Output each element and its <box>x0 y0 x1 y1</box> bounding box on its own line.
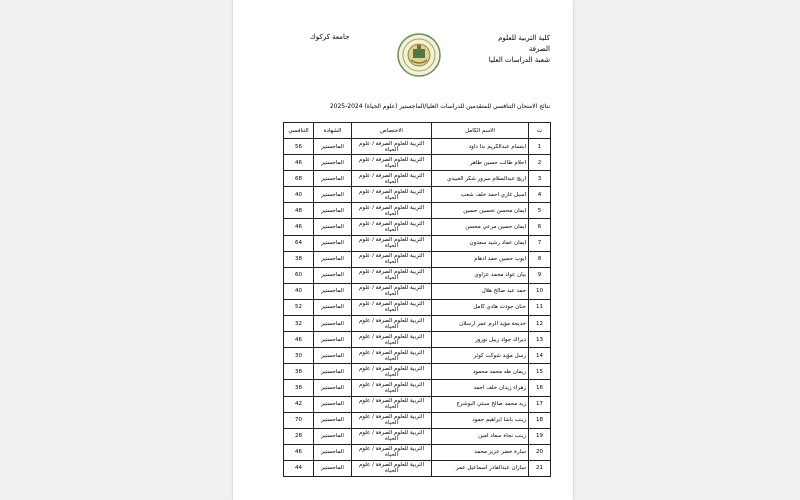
student-name: اريج عبدالسلام سرور شكر العبيدي <box>432 171 529 187</box>
student-name: ايمان عماد رشيد سعدون <box>432 235 529 251</box>
degree: الماجستير <box>314 251 352 267</box>
degree: الماجستير <box>314 364 352 380</box>
specialization: التربية للعلوم الصرفة / علوم الحياة <box>352 203 432 219</box>
degree: الماجستير <box>314 283 352 299</box>
degree: الماجستير <box>314 348 352 364</box>
student-name: ريمان طه محمد محمود <box>432 364 529 380</box>
specialization: التربية للعلوم الصرفة / علوم الحياة <box>352 444 432 460</box>
table-row <box>284 364 551 380</box>
degree: الماجستير <box>314 316 352 332</box>
col-header-specialization: الاختصاص <box>352 123 432 139</box>
specialization: التربية للعلوم الصرفة / علوم الحياة <box>352 251 432 267</box>
degree: الماجستير <box>314 412 352 428</box>
table-row <box>284 187 551 203</box>
row-number: 5 <box>529 203 551 219</box>
row-number: 1 <box>529 139 551 155</box>
degree: الماجستير <box>314 171 352 187</box>
score: 64 <box>284 235 314 251</box>
student-name: زينب باشا ابراهيم حمود <box>432 412 529 428</box>
row-number: 21 <box>529 460 551 476</box>
degree: الماجستير <box>314 332 352 348</box>
degree: الماجستير <box>314 460 352 476</box>
specialization: التربية للعلوم الصرفة / علوم الحياة <box>352 364 432 380</box>
degree: الماجستير <box>314 187 352 203</box>
student-name: ابتسام عبدالكريم ندا داود <box>432 139 529 155</box>
specialization: التربية للعلوم الصرفة / علوم الحياة <box>352 219 432 235</box>
specialization: التربية للعلوم الصرفة / علوم الحياة <box>352 460 432 476</box>
degree: الماجستير <box>314 380 352 396</box>
score: 42 <box>284 396 314 412</box>
table-header-row <box>284 123 551 139</box>
table-row <box>284 251 551 267</box>
student-name: ديراك جواد زبيل نوروز <box>432 332 529 348</box>
score: 46 <box>284 332 314 348</box>
table-row <box>284 139 551 155</box>
row-number: 19 <box>529 428 551 444</box>
row-number: 13 <box>529 332 551 348</box>
specialization: التربية للعلوم الصرفة / علوم الحياة <box>352 155 432 171</box>
specialization: التربية للعلوم الصرفة / علوم الحياة <box>352 267 432 283</box>
table-row <box>284 444 551 460</box>
row-number: 3 <box>529 171 551 187</box>
specialization: التربية للعلوم الصرفة / علوم الحياة <box>352 235 432 251</box>
score: 38 <box>284 251 314 267</box>
student-name: سازان عبدالقادر اسماعيل عمر <box>432 460 529 476</box>
row-number: 16 <box>529 380 551 396</box>
table-row <box>284 171 551 187</box>
table-row <box>284 155 551 171</box>
student-name: حنان جودت هادي كامل <box>432 299 529 315</box>
row-number: 14 <box>529 348 551 364</box>
score: 40 <box>284 187 314 203</box>
specialization: التربية للعلوم الصرفة / علوم الحياة <box>352 316 432 332</box>
table-row <box>284 460 551 476</box>
score: 44 <box>284 460 314 476</box>
score: 46 <box>284 155 314 171</box>
degree: الماجستير <box>314 235 352 251</box>
document-title: نتائج الامتحان التنافسي للمتقدمين للدراسات العليا/الماجستير (علوم الحياة) 2024-2025 <box>329 103 550 110</box>
specialization: التربية للعلوم الصرفة / علوم الحياة <box>352 283 432 299</box>
score: 46 <box>284 444 314 460</box>
table-row <box>284 348 551 364</box>
specialization: التربية للعلوم الصرفة / علوم الحياة <box>352 139 432 155</box>
score: 40 <box>284 283 314 299</box>
row-number: 9 <box>529 267 551 283</box>
col-header-num: ت <box>529 123 551 139</box>
score: 30 <box>284 348 314 364</box>
results-table <box>283 122 551 477</box>
score: 68 <box>284 171 314 187</box>
table-row <box>284 283 551 299</box>
specialization: التربية للعلوم الصرفة / علوم الحياة <box>352 171 432 187</box>
score: 38 <box>284 380 314 396</box>
specialization: التربية للعلوم الصرفة / علوم الحياة <box>352 396 432 412</box>
table-row <box>284 203 551 219</box>
degree: الماجستير <box>314 155 352 171</box>
college-name: كلية التربية للعلوم الصرفة <box>498 34 550 53</box>
student-name: ايمان حسين مرعي محسن <box>432 219 529 235</box>
student-name: زهراء زيدان خلف احمد <box>432 380 529 396</box>
row-number: 4 <box>529 187 551 203</box>
college-header <box>484 33 550 66</box>
table-row <box>284 299 551 315</box>
row-number: 6 <box>529 219 551 235</box>
row-number: 8 <box>529 251 551 267</box>
student-name: اسيل غازي احمد خلف شعب <box>432 187 529 203</box>
university-name: جامعة كركوك <box>310 33 350 41</box>
table-row <box>284 332 551 348</box>
student-name: بيان عواد محمد عزاوي <box>432 267 529 283</box>
degree: الماجستير <box>314 219 352 235</box>
score: 52 <box>284 299 314 315</box>
score: 28 <box>284 428 314 444</box>
student-name: زيد محمد صالح سبتي البوشرج <box>432 396 529 412</box>
table-row <box>284 235 551 251</box>
specialization: التربية للعلوم الصرفة / علوم الحياة <box>352 187 432 203</box>
row-number: 20 <box>529 444 551 460</box>
university-logo-icon <box>397 33 441 77</box>
col-header-degree: الشهادة <box>314 123 352 139</box>
score: 70 <box>284 412 314 428</box>
student-name: سارة خضر عزيز محمد <box>432 444 529 460</box>
score: 38 <box>284 364 314 380</box>
specialization: التربية للعلوم الصرفة / علوم الحياة <box>352 380 432 396</box>
col-header-name: الاسم الكامل <box>432 123 529 139</box>
degree: الماجستير <box>314 396 352 412</box>
specialization: التربية للعلوم الصرفة / علوم الحياة <box>352 428 432 444</box>
row-number: 12 <box>529 316 551 332</box>
row-number: 15 <box>529 364 551 380</box>
score: 56 <box>284 139 314 155</box>
row-number: 7 <box>529 235 551 251</box>
student-name: ايوب حسين حمد ادهام <box>432 251 529 267</box>
table-body <box>284 139 551 477</box>
degree: الماجستير <box>314 139 352 155</box>
table-row <box>284 428 551 444</box>
table-row <box>284 396 551 412</box>
student-name: خديجة مؤيد الرم عمر ارسلان <box>432 316 529 332</box>
row-number: 10 <box>529 283 551 299</box>
specialization: التربية للعلوم الصرفة / علوم الحياة <box>352 332 432 348</box>
student-name: رسل مؤيد شوكت كوثر <box>432 348 529 364</box>
row-number: 18 <box>529 412 551 428</box>
degree: الماجستير <box>314 444 352 460</box>
degree: الماجستير <box>314 267 352 283</box>
table-row <box>284 267 551 283</box>
col-header-score: التنافسي <box>284 123 314 139</box>
specialization: التربية للعلوم الصرفة / علوم الحياة <box>352 299 432 315</box>
table-row <box>284 380 551 396</box>
student-name: ايمان محسن تحسين حسين <box>432 203 529 219</box>
table-row <box>284 412 551 428</box>
row-number: 11 <box>529 299 551 315</box>
score: 60 <box>284 267 314 283</box>
degree: الماجستير <box>314 428 352 444</box>
table-row <box>284 316 551 332</box>
student-name: حمد عبد صالح هلال <box>432 283 529 299</box>
row-number: 17 <box>529 396 551 412</box>
student-name: زينب نجاة سعاد امين <box>432 428 529 444</box>
department-name: شعبة الدراسات العليا <box>488 56 550 64</box>
score: 32 <box>284 316 314 332</box>
row-number: 2 <box>529 155 551 171</box>
specialization: التربية للعلوم الصرفة / علوم الحياة <box>352 412 432 428</box>
student-name: احلام طالب حسين طاهر <box>432 155 529 171</box>
table-row <box>284 219 551 235</box>
score: 48 <box>284 203 314 219</box>
degree: الماجستير <box>314 203 352 219</box>
score: 46 <box>284 219 314 235</box>
degree: الماجستير <box>314 299 352 315</box>
specialization: التربية للعلوم الصرفة / علوم الحياة <box>352 348 432 364</box>
